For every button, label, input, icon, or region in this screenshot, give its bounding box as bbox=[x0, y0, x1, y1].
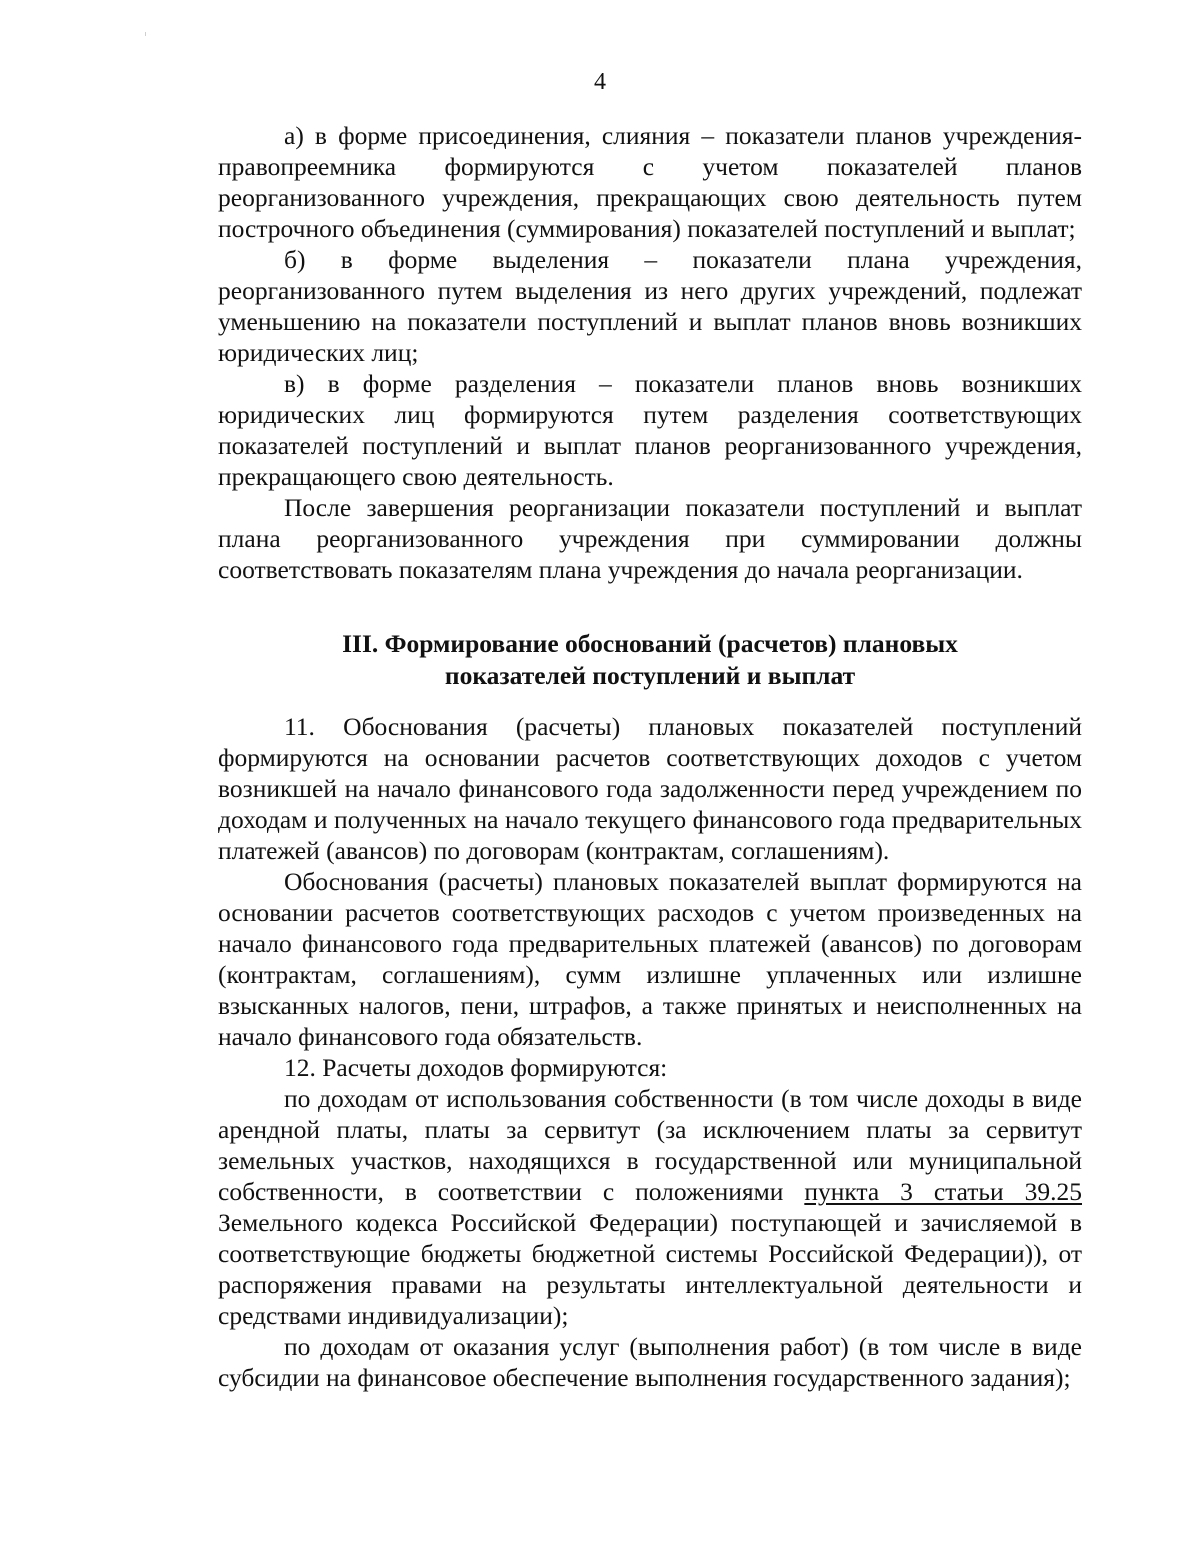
land-code-link[interactable]: пункта 3 статьи 39.25 bbox=[804, 1177, 1082, 1206]
paragraph-b-separation: б) в форме выделения – показатели плана учреждения, реорганизованного путем выделения из него других учреждений, подлежат уменьшению на показатели поступлений и выплат планов вновь возникших юридических лиц; bbox=[218, 245, 1082, 367]
paragraph-v-division: в) в форме разделения – показатели планов вновь возникших юридических лиц формируются путем разделения соответствующих показателей поступлений и выплат планов реорганизованного учреждения, прекращающего свою деятельность. bbox=[218, 369, 1082, 491]
section-heading-line-2: показателей поступлений и выплат bbox=[444, 661, 856, 690]
section-3-body bbox=[218, 711, 1082, 1393]
paragraph-12-property-income bbox=[218, 1083, 1082, 1331]
section-heading bbox=[218, 628, 1082, 692]
property-income-text-end: Земельного кодекса Российской Федерации) поступающей и зачисляемой в соответствующие бюджеты бюджетной системы Российской Федерации)), от распоряжения правами на результаты интеллектуальной деятельности и средствами индивидуализации); bbox=[218, 1208, 1082, 1330]
property-income-text-start: по доходам от использования собственности (в том числе доходы в виде арендной платы, платы за сервитут (за исключением платы за сервитут земельных участков, находящихся в государственной или муниципальной собственности, в соответствии с положениями bbox=[218, 1084, 1082, 1206]
paragraph-12: 12. Расчеты доходов формируются: bbox=[284, 1053, 668, 1082]
paragraph-11-payments: Обоснования (расчеты) плановых показателей выплат формируются на основании расчетов соответствующих расходов с учетом произведенных на начало финансового года предварительных платежей (авансов) по договорам (контрактам, соглашениям), сумм излишне уплаченных или излишне взысканных налогов, пени, штрафов, а также принятых и неисполненных на начало финансового года обязательств. bbox=[218, 867, 1082, 1051]
section-heading-line-1: III. Формирование обоснований (расчетов) плановых bbox=[342, 629, 958, 658]
scan-artifact bbox=[145, 32, 146, 36]
reorganization-paragraphs bbox=[218, 120, 1082, 585]
paragraph-12-services-income: по доходам от оказания услуг (выполнения работ) (в том числе в виде субсидии на финансовое обеспечение выполнения государственного задания); bbox=[218, 1332, 1082, 1392]
paragraph-11: 11. Обоснования (расчеты) плановых показателей поступлений формируются на основании расчетов соответствующих доходов с учетом возникшей на начало финансового года задолженности перед учреждением по доходам и полученных на начало текущего финансового года предварительных платежей (авансов) по договорам (контрактам, соглашениям). bbox=[218, 712, 1082, 865]
paragraph-after-reorganization: После завершения реорганизации показатели поступлений и выплат плана реорганизованного учреждения при суммировании должны соответствовать показателям плана учреждения до начала реорганизации. bbox=[218, 493, 1082, 584]
paragraph-a-merger: а) в форме присоединения, слияния – показатели планов учреждения-правопреемника формируются с учетом показателей планов реорганизованного учреждения, прекращающих свою деятельность путем построчного объединения (суммирования) показателей поступлений и выплат; bbox=[218, 121, 1082, 243]
page-number: 4 bbox=[594, 69, 606, 95]
